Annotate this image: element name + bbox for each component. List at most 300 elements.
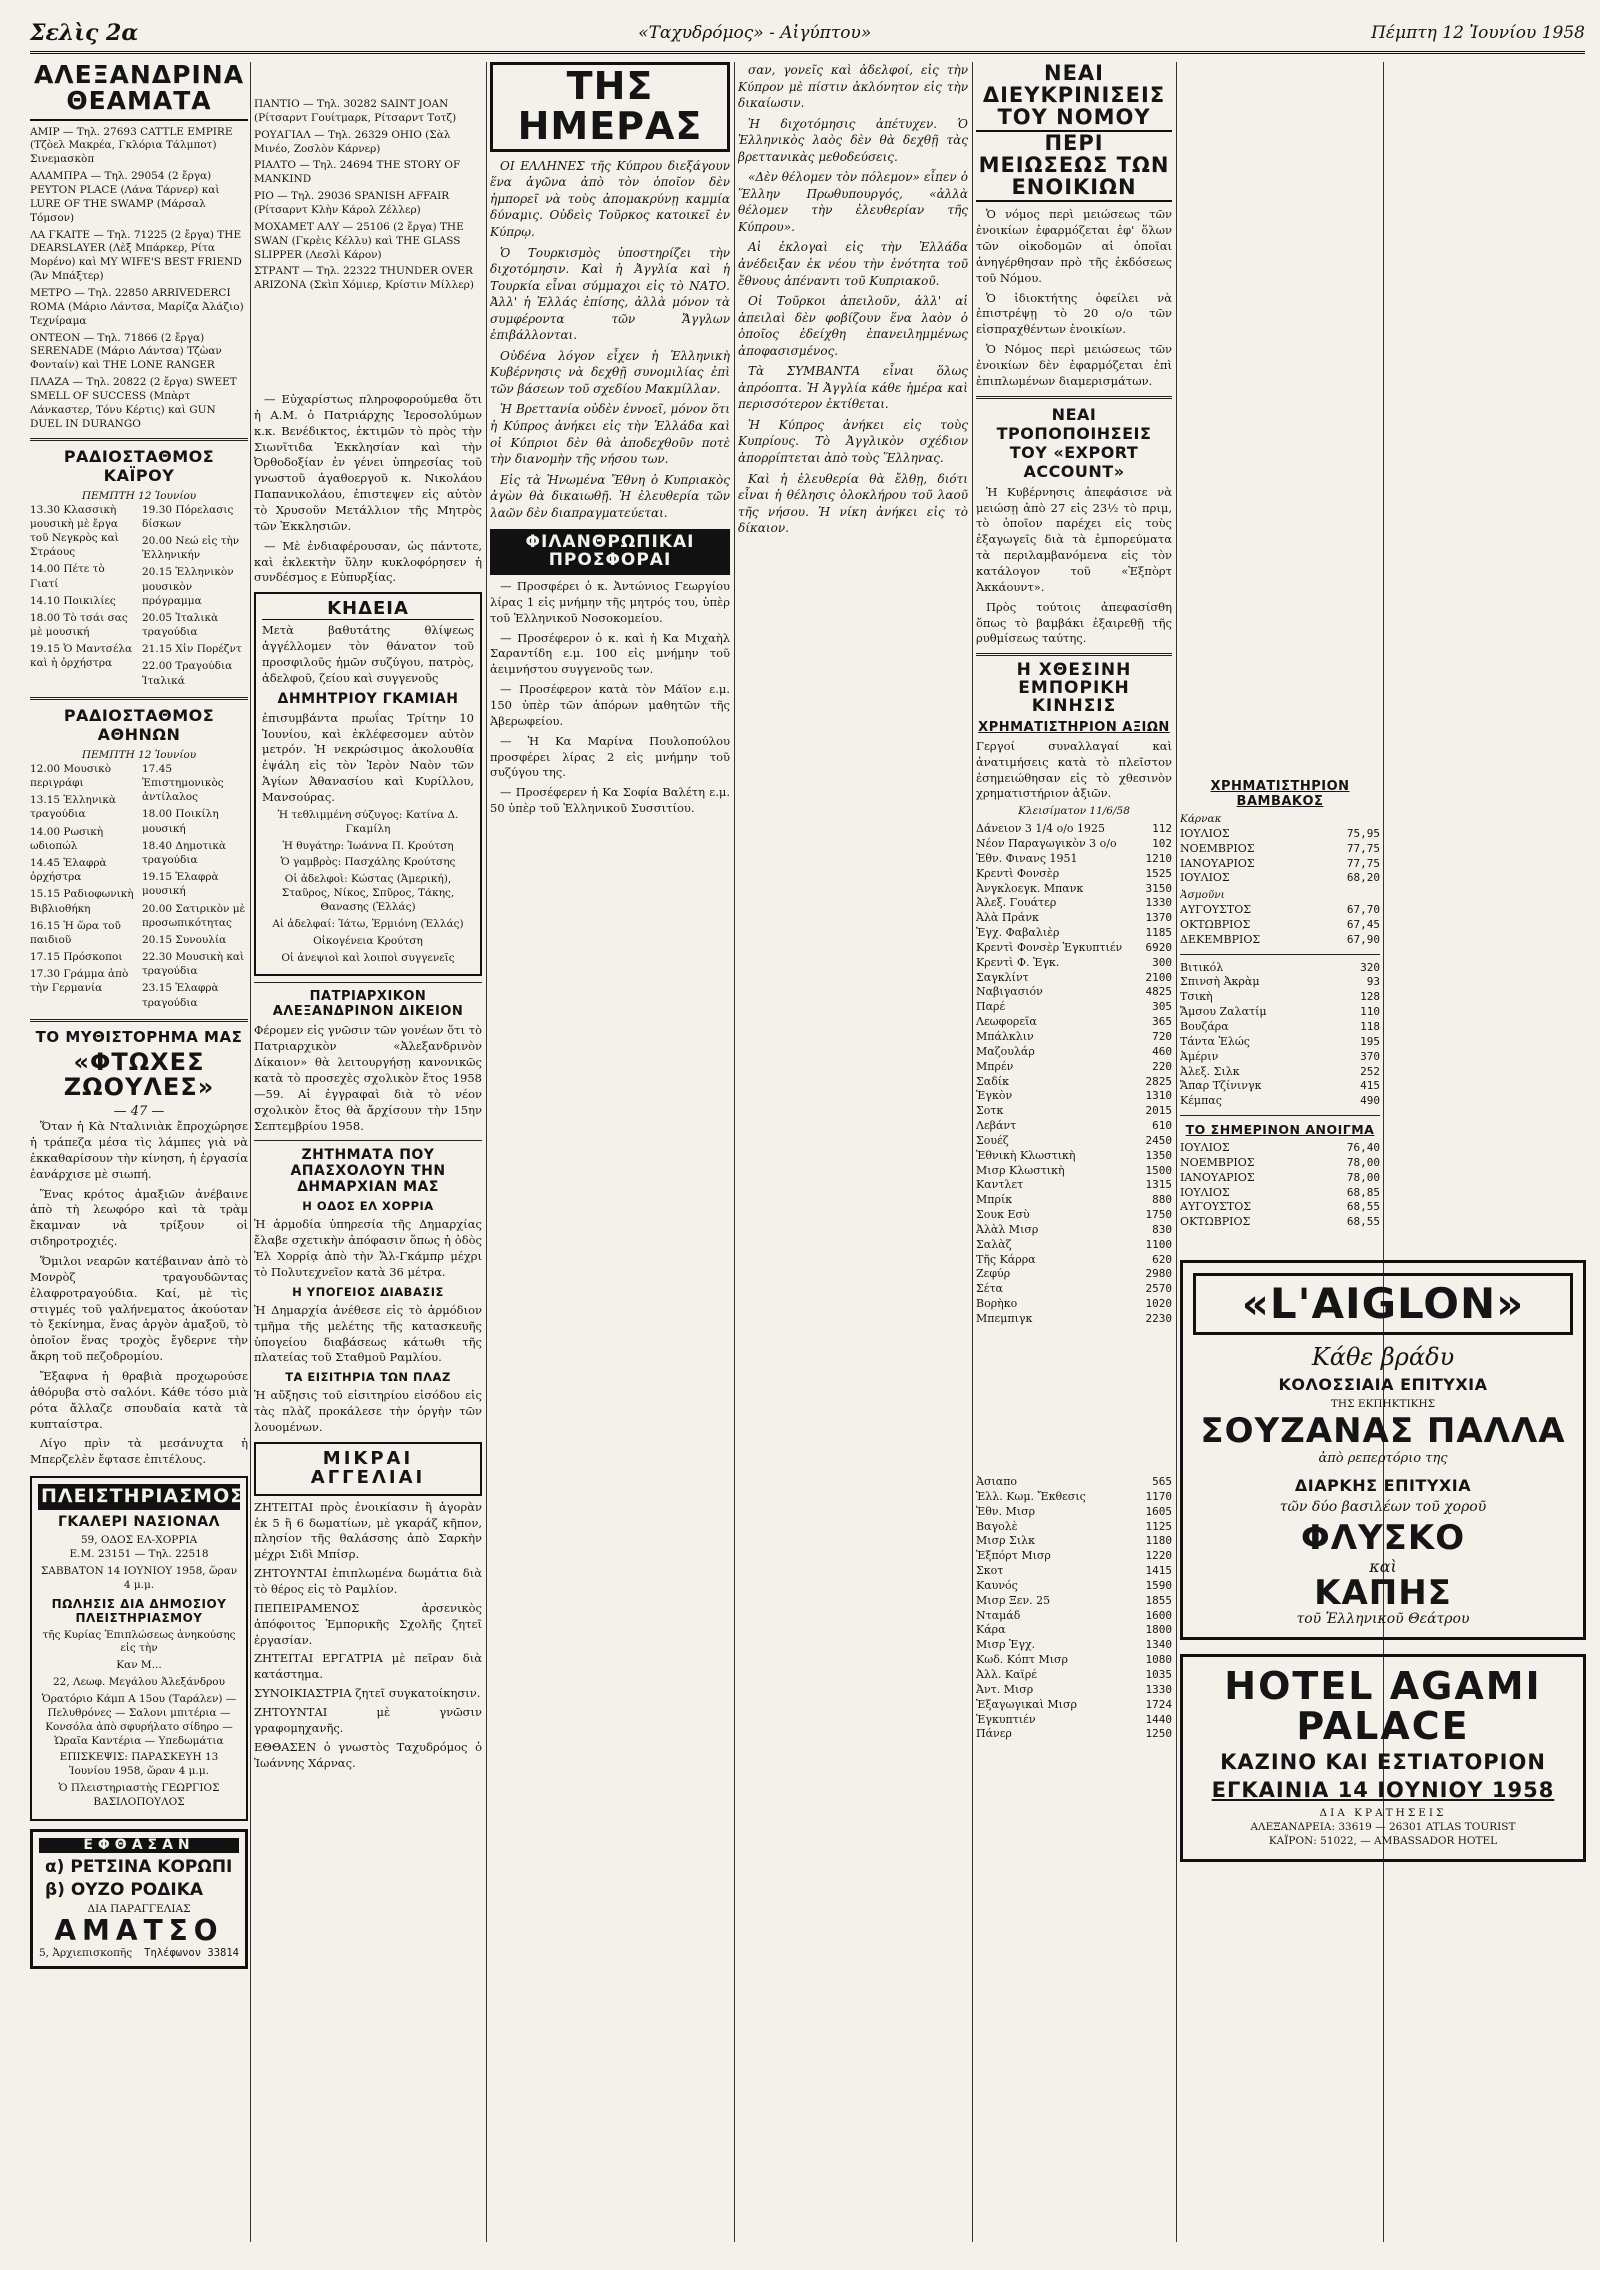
spot-row-label: Ἀλεξ. Σιλκ bbox=[1180, 1064, 1240, 1078]
opening-row-label: ΝΟΕΜΒΡΙΟΣ bbox=[1180, 1155, 1255, 1169]
stock-row bbox=[976, 1178, 1172, 1193]
ad-heading: ΕΦΘΑΣΑΝ bbox=[39, 1838, 239, 1853]
radio-slot: 18.40 Δημοτικὰ τραγούδια bbox=[142, 839, 226, 866]
mourner-line: Ἡ θυγάτηρ: Ἰωάννα Π. Κρούτση bbox=[282, 839, 454, 852]
stock-row-label: Μπρέν bbox=[976, 1059, 1014, 1073]
theatre-entry: ΣΤΡΑΝΤ — Τηλ. 22322 THUNDER OVER ARIZONA (Σκὶπ Χόμιερ, Κρίστιν Μίλλερ) bbox=[254, 265, 474, 292]
stock-row-value: 620 bbox=[1152, 1252, 1172, 1266]
auction-details bbox=[38, 1629, 240, 1810]
amatso-ad bbox=[30, 1829, 248, 1969]
stock-row bbox=[976, 1668, 1172, 1683]
page-number: Σελὶς 2α bbox=[30, 19, 139, 46]
stock-row-label: Κάρα bbox=[976, 1623, 1006, 1637]
issue-text: Ἡ ἁρμοδία ὑπηρεσία τῆς Δημαρχίας ἔλαβε σχετικὴν ἀπόφασιν ὅπως ἡ ὁδὸς Ἐλ Χορρίᾳ ἀπὸ τὴν Ἄλ-Γκάμπρ μέχρι τὸ Πολυτεχνεῖον κατὰ 36 μέτρα. bbox=[254, 1217, 482, 1279]
classified-ad: ΠΕΠΕΙΡΑΜΕΝΟΣ ἀρσενικὸς ἀπόφοιτος Ἐμπορικῆς Σχολῆς ζητεῖ ἐργασίαν. bbox=[254, 1600, 482, 1647]
spot-row-label: Βιτικόλ bbox=[1180, 960, 1224, 974]
classifieds-list bbox=[254, 1500, 482, 1772]
ad-product: α) ΡΕΤΣΙΝΑ ΚΟΡΩΠΙ bbox=[45, 1856, 233, 1877]
stock-row-value: 1605 bbox=[1145, 1504, 1172, 1518]
auction-line: Ὁ Πλειστηριαστὴς ΓΕΩΡΓΙΟΣ ΒΑΣΙΛΟΠΟΥΛΟΣ bbox=[58, 1782, 220, 1808]
stock-table-continued bbox=[976, 1475, 1172, 1742]
opening-row-value: 78,00 bbox=[1346, 1155, 1380, 1169]
spot-row bbox=[1180, 1094, 1380, 1109]
stock-row-label: Μπάλκλιν bbox=[976, 1029, 1034, 1043]
radio-slot: 14.45 Ἑλαφρὰ ὀρχήστρα bbox=[30, 856, 107, 884]
stock-row-label: Σκοτ bbox=[976, 1564, 1004, 1578]
aiglon-singer: ΣΟΥΖΑΝΑΣ ΠΑΛΛΑ bbox=[1200, 1410, 1566, 1451]
social-item: — Εὐχαρίστως πληροφορούμεθα ὅτι ἡ Α.Μ. ὁ Πατριάρχης Ἱεροσολύμων κ.κ. Βενέδικτος, ἐκτιμῶν τὸ πρὸς τὴν Σιωνῖτιδα Ἐκκλησίαν καὶ τὴν Ὀρθοδοξίαν ἐν γένει ὑπηρεσίας τοῦ γνωστοῦ ἀγαθοεργοῦ κ. Νικολάου Παπανικολάου, ἐπιστεψεν εἰς αὐτὸν τὸ Χρυσοῦν Μετάλλιον τῆς Μητρὸς τῶν Ἐκκλησιῶν. bbox=[254, 392, 482, 533]
classified-ad: ΣΥΝΟΙΚΙΑΣΤΡΙΑ ζητεῖ συγκατοίκησιν. bbox=[254, 1686, 481, 1701]
stock-row bbox=[976, 1208, 1172, 1223]
stock-row-label: Κρεντὶ Φονσὲρ bbox=[976, 866, 1060, 880]
spot-row-value: 415 bbox=[1360, 1079, 1380, 1093]
divider bbox=[30, 697, 248, 700]
charity-entry: — Προσέφερον κατὰ τὸν Μάϊον ε.μ. 150 ὑπὲρ τῶν ἀπόρων μαθητῶν τῆς Ἀβερωφείου. bbox=[490, 682, 730, 728]
hotel-cairo: ΚΑΪΡΟΝ: 51022, — AMBASSADOR HOTEL bbox=[1268, 1835, 1498, 1848]
rent-paragraph: Ὁ ἰδιοκτήτης ὀφείλει νὰ ἐπιστρέψῃ τὸ 20 ο/ο τῶν εἰσπραχθέντων ἐνοικίων. bbox=[976, 290, 1172, 337]
stock-row-value: 1525 bbox=[1145, 866, 1172, 880]
spot-row bbox=[1180, 1050, 1380, 1065]
cotton-row-value: 77,75 bbox=[1346, 856, 1380, 870]
theatre-entry: ΡΙΟ — Τηλ. 29036 SPANISH AFFAIR (Ρίτσαρντ Κλὴν Κάρολ Ζέλλερ) bbox=[254, 190, 450, 217]
stock-row-value: 1800 bbox=[1145, 1623, 1172, 1637]
opening-row-value: 68,55 bbox=[1346, 1200, 1380, 1214]
ad-product: β) ΟΥΖΟ ΡΟΔΙΚΑ bbox=[45, 1879, 204, 1900]
editorial-paragraph: Ἡ Κύπρος ἀνήκει εἰς τοὺς Κυπρίους. Τὸ Ἀγγλικὸν σχέδιον ἀπορρίπτεται ἀπὸ τοὺς Ἕλληνας. bbox=[738, 417, 968, 466]
opening-row bbox=[1180, 1200, 1380, 1215]
charity-entry: — Προσφέρει ὁ κ. Ἀντώνιος Γεωργίου λίρας 1 εἰς μνήμην τῆς μητρός του, ὑπὲρ τοῦ Ἑλληνικοῦ Νοσοκομείου. bbox=[490, 578, 730, 625]
stock-row bbox=[976, 837, 1172, 852]
stock-row bbox=[976, 1223, 1172, 1238]
stock-row-label: Σαγκλίντ bbox=[976, 970, 1029, 984]
aiglon-and: καὶ bbox=[1369, 1556, 1397, 1576]
issue-text: Ἡ Δημαρχία ἀνέθεσε εἰς τὸ ἁρμόδιον τμῆμα τῆς μελέτης τῆς κατασκευῆς ὑπογείου διαβάσεως κάτωθι τῆς πλατείας τοῦ Σταθμοῦ Ραμλίου. bbox=[254, 1302, 482, 1365]
auction-date: ΣΑΒΒΑΤΟΝ 14 ΙΟΥΝΙΟΥ 1958, ὥραν 4 μ.μ. bbox=[40, 1564, 238, 1591]
spot-row-label: Ἀμέριν bbox=[1180, 1049, 1219, 1063]
opening-prices bbox=[1180, 1141, 1380, 1230]
issue-heading: ΤΑ ΕΙΣΙΤΗΡΙΑ ΤΩΝ ΠΛΑΖ bbox=[285, 1370, 451, 1385]
stock-row-label: Ναβιγασιόν bbox=[976, 985, 1043, 999]
hotel-title: HOTEL AGAMI PALACE bbox=[1224, 1664, 1542, 1749]
stock-row bbox=[976, 1638, 1172, 1653]
radio-slot: 20.15 Ἑλληνικὸν μουσικὸν πρόγραμμα bbox=[142, 566, 234, 607]
radio-slot: 20.00 Νεώ εἰς τὴν Ἑλληνικήν bbox=[142, 535, 240, 562]
spot-row-value: 93 bbox=[1366, 975, 1380, 989]
spot-prices bbox=[1180, 961, 1380, 1109]
stock-row bbox=[976, 1149, 1172, 1164]
novel-paragraph: Ἕνας κρότος ἀμαξιῶν ἀνέβαινε ἀπὸ τὴ λεωφόρο καὶ τὰ τρὰμ ἔκαμναν νὰ τρίξουν οἱ σιδηροτροχιές. bbox=[30, 1186, 248, 1249]
stock-row-value: 4825 bbox=[1145, 985, 1172, 999]
classifieds-heading: ΜΙΚΡΑΙ ΑΓΓΕΛΙΑΙ bbox=[310, 1447, 426, 1488]
stock-row-label: Λεωφορεῖα bbox=[976, 1015, 1037, 1029]
novel-title: «ΦΤΩΧΕΣ ΖΩΟΥΛΕΣ» bbox=[63, 1047, 215, 1101]
aiglon-repertoire: ἀπὸ ρεπερτόριο της bbox=[1318, 1451, 1448, 1467]
cotton-row-value: 67,45 bbox=[1346, 917, 1380, 931]
stock-row bbox=[976, 1104, 1172, 1119]
opening-row bbox=[1180, 1141, 1380, 1156]
novel-episode: — 47 — bbox=[113, 1104, 165, 1120]
stock-row-value: 3150 bbox=[1145, 881, 1172, 895]
stock-row-label: Μισρ Σιλκ bbox=[976, 1534, 1035, 1548]
radio-slot: 20.00 Σατιρικὸν μὲ προσωπικότητας bbox=[142, 902, 246, 929]
divider bbox=[30, 1019, 248, 1022]
cotton-row-value: 75,95 bbox=[1346, 826, 1380, 840]
editorial-paragraph: Ἡ διχοτόμησις ἀπέτυχεν. Ὁ Ἑλληνικὸς λαὸς δὲν θὰ δεχθῇ τὰς βρεττανικὰς μεθοδεύσεις. bbox=[738, 116, 968, 164]
funeral-intro: Μετὰ βαθυτάτης θλίψεως ἀγγέλλομεν τὸν θάνατον τοῦ προσφιλοῦς ἡμῶν συζύγου, πατρὸς, ἀδελφοῦ, ζείου καὶ συγγενοῦς bbox=[262, 623, 474, 685]
cotton-row-value: 67,70 bbox=[1346, 903, 1380, 917]
opening-row-label: ΟΚΤΩΒΡΙΟΣ bbox=[1180, 1215, 1251, 1229]
stock-row bbox=[976, 1015, 1172, 1030]
radio-slot: 16.15 Ἡ ὥρα τοῦ παιδιοῦ bbox=[30, 919, 121, 946]
radio-cairo-day: ΠΕΜΠΤΗ 12 Ἰουνίου bbox=[81, 489, 197, 502]
spot-row-label: Σπινσὴ Ἀκρὰμ bbox=[1180, 975, 1260, 989]
theatre-entry: ΜΟΧΑΜΕΤ ΑΛΥ — 25106 (2 ἔργα) THE SWAN (Γκρὲις Κέλλυ) καὶ THE GLASS SLIPPER (Λεσλὶ Κάρον) bbox=[254, 220, 464, 261]
stock-row-value: 1330 bbox=[1145, 896, 1172, 910]
auction-line: Καν Μ... bbox=[116, 1659, 162, 1672]
stock-row-label: Παρέ bbox=[976, 1000, 1006, 1014]
radio-slot: 14.10 Ποικιλίες bbox=[30, 594, 116, 607]
column-5-lower bbox=[976, 1475, 1172, 2235]
aiglon-pair: τῶν δύο βασιλέων τοῦ χοροῦ bbox=[1279, 1499, 1487, 1516]
radio-slot: 20.05 Ἰταλικὰ τραγούδια bbox=[142, 611, 219, 639]
funeral-notice bbox=[254, 592, 482, 976]
stock-row-label: Ἐγχ. Φαβαλιὲρ bbox=[976, 926, 1060, 940]
stock-row-label: Ἀλλ. Καϊρέ bbox=[976, 1667, 1038, 1681]
radio-slot: 18.00 Ποικίλη μουσική bbox=[142, 808, 219, 835]
ashmouni-prices bbox=[1180, 903, 1380, 948]
stock-row bbox=[976, 1609, 1172, 1624]
opening-row bbox=[1180, 1215, 1380, 1230]
novel-text bbox=[30, 1119, 248, 1468]
radio-slot: 18.00 Τὸ τσάι σας μὲ μουσική bbox=[30, 611, 128, 639]
radio-slot: 19.15 Ἑλαφρὰ μουσική bbox=[142, 871, 219, 898]
spot-row bbox=[1180, 1020, 1380, 1035]
stock-row bbox=[976, 867, 1172, 882]
spot-row bbox=[1180, 1079, 1380, 1094]
ad-brand: ΑΜΑΤΣΟ bbox=[54, 1914, 224, 1948]
auction-gallery: ΓΚΑΛΕΡΙ ΝΑΣΙΟΝΑΛ bbox=[58, 1514, 220, 1531]
stock-row bbox=[976, 985, 1172, 1000]
school-notice: Φέρομεν εἰς γνῶσιν τῶν γονέων ὅτι τὸ Πατριαρχικὸν «Ἀλεξανδρινὸν Δίκαιον» θὰ λειτουργήσῃ κανονικῶς κατὰ τὸ προσεχὲς σχολικὸν ἔτος 1958—59. Αἱ ἐγγραφαὶ διὰ τὸ νέον σχολικὸν ἔτος θὰ ἄρχίσουν τὴν 15ην Σεπτεμβρίου 1958. bbox=[254, 1023, 482, 1133]
column-rule bbox=[250, 62, 251, 2242]
theatre-entry: ΑΜΙΡ — Τηλ. 27693 CATTLE EMPIRE (Τζὸελ Μακρέα, Γκλόρια Τάλμποτ) Σινεμασκὸπ bbox=[30, 125, 233, 166]
aiglon-hit-2: ΔΙΑΡΚΗΣ ΕΠΙΤΥΧΙΑ bbox=[1294, 1476, 1472, 1496]
theatre-entry: ΑΛΑΜΠΡΑ — Τηλ. 29054 (2 ἔργα) PEYTON PLACE (Λάνα Τάρνερ) καὶ LURE OF THE SWAMP (Μάρσαλ Τόμσον) bbox=[30, 170, 220, 224]
stock-row-label: Σουέζ bbox=[976, 1133, 1009, 1147]
export-paragraph: Πρὸς τούτοις ἀπεφασίσθη ὅπως τὸ βαμβάκι ἐξαιρεθῇ τῆς ρυθμίσεως ταύτης. bbox=[976, 599, 1172, 646]
spot-row-value: 128 bbox=[1360, 990, 1380, 1004]
stock-row-label: Μισρ Ξεν. 25 bbox=[976, 1593, 1051, 1607]
classified-ad: ΖΗΤΟΥΝΤΑΙ μὲ γνῶσιν γραφομηχανῆς. bbox=[254, 1704, 482, 1735]
stock-row-label: Βαγολὲ bbox=[976, 1519, 1018, 1533]
stock-row-label: Κρεντὶ Φονσὲρ Ἐγκυπτιέν bbox=[976, 940, 1123, 954]
social-news bbox=[254, 392, 482, 586]
export-heading: ΝΕΑΙ ΤΡΟΠΟΠΟΙΗΣΕΙΣ ΤΟΥ «EXPORT ACCOUNT» bbox=[996, 404, 1152, 481]
hotel-ad bbox=[1180, 1654, 1586, 1861]
stock-row-label: Πάνερ bbox=[976, 1727, 1012, 1741]
spot-row bbox=[1180, 990, 1380, 1005]
mourner-line: Ὁ γαμβρὸς: Πασχάλης Κρούτσης bbox=[280, 856, 456, 869]
cotton-row-label: ΔΕΚΕΜΒΡΙΟΣ bbox=[1180, 932, 1261, 946]
stock-row-label: Σοτκ bbox=[976, 1104, 1004, 1118]
editorial-continued bbox=[738, 62, 968, 537]
stock-row-label: Σαλὰζ bbox=[976, 1237, 1012, 1251]
column-rule bbox=[486, 62, 487, 2242]
stock-row-value: 2015 bbox=[1145, 1104, 1172, 1118]
stock-row-value: 1350 bbox=[1145, 1148, 1172, 1162]
radio-slot: 15.15 Ραδιοφωνικὴ Βιβλιοθήκη bbox=[30, 888, 134, 915]
novel-paragraph: Ὅμιλοι νεαρῶν κατέβαιναν ἀπὸ τὸ Μονρὸζ τραγουδῶντας ἐλαφροτραγούδια. Καί, μὲ τὶς στιγμές τοῦ γαλήνεματος ἀκούοταν τὸ ξεκίνημα, ἕνας ἀργὸν ἀμαξοῦ, τὸ ὁποῖον ἕνας τροχὸς ἔγδερνε τὴν ἄκρη τοῦ πεζοδρομίου. bbox=[30, 1253, 248, 1364]
paper-name: «Ταχυδρόμος» - Αἰγύπτου» bbox=[638, 22, 872, 43]
auction-line: ΕΠΙΣΚΕΨΙΣ: ΠΑΡΑΣΚΕΥΗ 13 Ἰουνίου 1958, ὥραν 4 μ.μ. bbox=[59, 1751, 219, 1778]
radio-slot: 21.15 Χἰν Πορέζντ bbox=[142, 643, 242, 656]
stock-row-label: Σαδίκ bbox=[976, 1074, 1010, 1088]
stock-row-value: 1855 bbox=[1145, 1593, 1172, 1607]
ad-contact bbox=[39, 1946, 239, 1960]
column-3 bbox=[490, 62, 730, 2242]
social-item: — Μὲ ἐνδιαφέρουσαν, ὡς πάντοτε, καὶ ἐκλεκτὴν ὕλην κυκλοφόρησεν ἡ συνδέσμος ε Εὐπυρξίας. bbox=[254, 538, 482, 585]
stock-row bbox=[976, 1075, 1172, 1090]
stock-row-value: 1100 bbox=[1145, 1237, 1172, 1251]
stock-row bbox=[976, 822, 1172, 837]
cotton-heading: ΧΡΗΜΑΤΙΣΤΗΡΙΟΝ ΒΑΜΒΑΚΟΣ bbox=[1210, 779, 1350, 809]
radio-slot: 19.30 Πόρελασις δίσκων bbox=[142, 503, 234, 530]
radio-athens-day: ΠΕΜΠΤΗ 12 Ἰουνίου bbox=[81, 748, 197, 761]
stock-row-label: Ἐθνικὴ Κλωστικὴ bbox=[976, 1148, 1076, 1162]
stock-row-value: 2980 bbox=[1145, 1267, 1172, 1281]
export-text bbox=[976, 485, 1172, 648]
stock-row-label: Νταμάδ bbox=[976, 1608, 1021, 1622]
stock-row-label: Ζεφύρ bbox=[976, 1267, 1011, 1281]
stock-row-value: 565 bbox=[1152, 1475, 1172, 1488]
stock-row-label: Ἐθν. Φινανς 1951 bbox=[976, 851, 1078, 865]
aiglon-sub: Κάθε βράδυ bbox=[1311, 1343, 1455, 1372]
cotton-row bbox=[1180, 857, 1380, 872]
stock-row bbox=[976, 1000, 1172, 1015]
column-4 bbox=[738, 62, 968, 2242]
stock-row bbox=[976, 1267, 1172, 1282]
stock-row-value: 1180 bbox=[1145, 1534, 1172, 1548]
editorial-paragraph: Τὰ ΣΥΜΒΑΝΤΑ εἶναι ὅλως ἀπρόοπτα. Ἡ Ἀγγλία κάθε ἡμέρα καὶ περισσότερον ἐκτίθεται. bbox=[738, 364, 968, 412]
charity-heading: ΦΙΛΑΝΘΡΩΠΙΚΑΙ ΠΡΟΣΦΟΡΑΙ bbox=[490, 529, 730, 575]
classified-ad: ΕΘΘΑΣΕΝ ὁ γνωστὸς Ταχυδρόμος ὁ Ἰωάννης Χάρνας. bbox=[254, 1739, 482, 1770]
cotton-row-label: ΙΟΥΛΙΟΣ bbox=[1180, 826, 1230, 840]
stock-row-value: 112 bbox=[1152, 822, 1172, 836]
auction-notice bbox=[30, 1476, 248, 1821]
radio-slot: 20.15 Συνουλία bbox=[142, 933, 227, 946]
export-paragraph: Ἡ Κυβέρνησις ἀπεφάσισε νὰ μειώσῃ ἀπὸ 27 εἰς 23½ τὸ πριμ, τὸ ὁποῖον παρέχει εἰς τοὺς ἐξαγωγεῖς διὰ τὰ ἐμπορεύματα τὰ περιλαμβανόμενα εἰς τὸν κατάλογον τοῦ «Ἐξπὸρτ Ἀκκάουντ». bbox=[976, 484, 1172, 594]
stock-row bbox=[976, 1549, 1172, 1564]
mourner-line: Οἱ ἀνεψιοὶ καὶ λοιποὶ συγγενεῖς bbox=[281, 951, 455, 964]
stock-row-value: 300 bbox=[1152, 955, 1172, 969]
cotton-row bbox=[1180, 918, 1380, 933]
stock-row-label: Μισρ Ἐγχ. bbox=[976, 1638, 1036, 1652]
stock-row bbox=[976, 896, 1172, 911]
spot-row-value: 320 bbox=[1360, 960, 1380, 974]
issue-text: Ἡ αὔξησις τοῦ εἰσιτηρίου εἰσόδου εἰς τὰς πλὰζ προκάλεσε τὴν ὀργὴν τῶν λουομένων. bbox=[254, 1388, 482, 1434]
column-rule bbox=[972, 62, 973, 2242]
stock-row-value: 2825 bbox=[1145, 1074, 1172, 1088]
hotel-alexandria: ΑΛΕΞΑΝΔΡΕΙΑ: 33619 — 26301 ATLAS TOURIST bbox=[1250, 1821, 1516, 1834]
radio-slot: 13.30 Κλασσικὴ μουσικὴ μὲ ἔργα τοῦ Νεγκρὸς καὶ Στράους bbox=[30, 503, 119, 559]
stock-row-label: Ἀλὰ Πράνκ bbox=[976, 911, 1039, 925]
stock-row-label: Λεβάντ bbox=[976, 1119, 1017, 1133]
stock-row bbox=[976, 1594, 1172, 1609]
stock-row-value: 305 bbox=[1152, 1000, 1172, 1014]
cotton-row-label: ΑΥΓΟΥΣΤΟΣ bbox=[1180, 903, 1252, 917]
karnak-label: Κάρνακ bbox=[1180, 813, 1222, 825]
stock-row-value: 1440 bbox=[1145, 1712, 1172, 1726]
theatre-entry: ΡΙΑΛΤΟ — Τηλ. 24694 THE STORY OF MANKIND bbox=[254, 159, 461, 186]
stock-row bbox=[976, 1045, 1172, 1060]
hotel-opening: ΕΓΚΑΙΝΙΑ 14 ΙΟΥΝΙΟΥ 1958 bbox=[1211, 1778, 1555, 1803]
stock-row bbox=[976, 1683, 1172, 1698]
editorial-paragraph: Εἰς τὰ Ἡνωμένα Ἔθνη ὁ Κυπριακὸς ἀγὼν θὰ δικαιωθῇ. Ἡ ἐλευθερία τῶν λαῶν δὲν διαπραγματεύεται. bbox=[490, 472, 730, 520]
stock-row bbox=[976, 1119, 1172, 1134]
aiglon-title: «L'AIGLON» bbox=[1193, 1273, 1573, 1335]
novel-paragraph: Λίγο πρὶν τὰ μεσάνυχτα ἡ Μπερζελὲν ἔφτασε ἐπιτέλους. bbox=[30, 1436, 248, 1467]
ad-order-text: ΔΙΑ ΠΑΡΑΓΓΕΛΙΑΣ bbox=[87, 1902, 191, 1915]
radio-slot: 13.15 Ἑλληνικὰ τραγούδια bbox=[30, 794, 116, 821]
theatre-entry: ΠΛΑΖΑ — Τηλ. 20822 (2 ἔργα) SWEET SMELL OF SUCCESS (Μπὰρτ Λάνκαστερ, Τόνυ Κέρτις) καὶ GUN DUEL IN DURANGO bbox=[30, 376, 237, 430]
classified-ad: ΖΗΤΟΥΝΤΑΙ ἐπιπλωμένα δωμάτια διὰ τὸ θέρος εἰς τὸ Ραμλίον. bbox=[254, 1566, 482, 1596]
stock-row-label: Ἀνγκλοεγκ. Μπανκ bbox=[976, 881, 1084, 895]
spot-row-value: 370 bbox=[1360, 1049, 1380, 1063]
stock-row-value: 2570 bbox=[1145, 1282, 1172, 1296]
stock-row bbox=[976, 1520, 1172, 1535]
column-rule bbox=[1176, 62, 1177, 2242]
stock-row-value: 1500 bbox=[1145, 1163, 1172, 1177]
spot-row bbox=[1180, 1065, 1380, 1080]
opening-row-value: 68,55 bbox=[1346, 1215, 1380, 1229]
editorial-paragraph: σαν, γονεῖς καὶ ἀδελφοί, εἰς τὴν Κύπρον μὲ πίστιν ἀκλόνητον εἰς τὴν δικαίωσιν. bbox=[738, 63, 968, 111]
rent-paragraph: Ὁ Νόμος περὶ μειώσεως τῶν ἐνοικίων δὲν ἐφαρμόζεται ἐπὶ ἐπιπλωμένων διαμερισμάτων. bbox=[976, 342, 1172, 388]
editorial-paragraph: Οὐδένα λόγον εἶχεν ἡ Ἑλληνικὴ Κυβέρνησις νὰ δεχθῇ συνομιλίας ἐπὶ τῶν βάσεων τοῦ σχεδίου Μακμίλλαν. bbox=[490, 348, 730, 396]
aiglon-ad bbox=[1180, 1260, 1586, 1640]
stock-row bbox=[976, 1579, 1172, 1594]
school-heading: ΠΑΤΡΙΑΡΧΙΚΟΝ ΑΛΕΞΑΝΔΡΙΝΟΝ ΔΙΚΕΙΟΝ bbox=[272, 989, 464, 1020]
spot-row bbox=[1180, 975, 1380, 990]
stock-row-value: 1020 bbox=[1145, 1297, 1172, 1311]
issues-list bbox=[254, 1199, 482, 1435]
classifieds bbox=[254, 1442, 482, 1496]
opening-row-value: 78,00 bbox=[1346, 1170, 1380, 1184]
stock-row bbox=[976, 1534, 1172, 1549]
stock-row bbox=[976, 1623, 1172, 1638]
stock-summary: Γεργοί συναλλαγαί καὶ ἀνατιμήσεις κατὰ τὸ πλεῖστον ἐσημειώθησαν εἰς τὸ χθεσινὸν χρηματιστήριον ἀξιῶν. bbox=[976, 738, 1172, 801]
opening-row-label: ΙΟΥΛΙΟΣ bbox=[1180, 1141, 1230, 1155]
stock-row-value: 102 bbox=[1152, 837, 1172, 850]
editorial-paragraph: Οἱ Τοῦρκοι ἀπειλοῦν, ἀλλ' αἱ ἀπειλαὶ δὲν φοβίζουν ἕνα λαὸν ὁ ὁποῖος ἐδείχθη ἐπανειλημμένως ἀποφασισμένος. bbox=[738, 294, 968, 358]
ad-address: 5, Ἀρχιεπισκοπῆς bbox=[39, 1946, 133, 1959]
spot-row-label: Τσικὴ bbox=[1180, 990, 1213, 1004]
issues-heading: ΖΗΤΗΜΑΤΑ ΠΟΥ ΑΠΑΣΧΟΛΟΥΝ ΤΗΝ ΔΗΜΑΡΧΙΑΝ ΜΑΣ bbox=[290, 1147, 446, 1196]
opening-row-value: 76,40 bbox=[1346, 1141, 1380, 1155]
theatre-entry: ΟΝΤΕΟΝ — Τηλ. 71866 (2 ἔργα) SERENADE (Μάριο Λάντσα) Τζὼαν Φονταίν) καὶ THE LONE RANGER bbox=[30, 331, 222, 372]
stock-row-label: Καντλετ bbox=[976, 1178, 1024, 1192]
stock-row bbox=[976, 926, 1172, 941]
stock-row bbox=[976, 1238, 1172, 1253]
mourner-line: Οἰκογένεια Κρούτση bbox=[313, 934, 423, 947]
stock-row-label: Κωδ. Κόπτ Μισρ bbox=[976, 1653, 1069, 1667]
stock-row-label: Ἐγκυπτιέν bbox=[976, 1712, 1036, 1726]
opening-row bbox=[1180, 1156, 1380, 1171]
stock-row-value: 1125 bbox=[1145, 1519, 1172, 1533]
mourner-line: Οἱ ἀδελφοὶ: Κώστας (Ἀμερική), Σταῦρος, Νίκος, Σπῦρος, Τάκης, Θανασης (Ἑλλάς) bbox=[281, 873, 455, 913]
stock-row-value: 460 bbox=[1152, 1044, 1172, 1058]
opening-row bbox=[1180, 1171, 1380, 1186]
stock-row-value: 365 bbox=[1152, 1015, 1172, 1029]
mourner-line: Αἱ ἀδελφαί: Ἰάτω, Ἐρμιόνη (Ἑλλάς) bbox=[272, 917, 464, 930]
spot-row-label: Τάντα Ἐλώς bbox=[1180, 1034, 1250, 1048]
cotton-row bbox=[1180, 903, 1380, 918]
spot-row-value: 195 bbox=[1360, 1034, 1380, 1048]
mourner-line: Ἡ τεθλιμμένη σύζυγος: Κατίνα Δ. Γκαμίλη bbox=[277, 808, 459, 835]
stock-row bbox=[976, 1089, 1172, 1104]
stock-row bbox=[976, 911, 1172, 926]
theatre-entry: ΛΑ ΓΚΑΙΤΕ — Τηλ. 71225 (2 ἔργα) THE DEARSLAYER (Λὲξ Μπάρκερ, Ρίτα Μορένο) καὶ MY WIFE'S BEST FRIEND (Ἄν Μπάξτερ) bbox=[30, 228, 242, 283]
stock-row-label: Ἑθν. Μισρ bbox=[976, 1504, 1036, 1518]
spot-row bbox=[1180, 1005, 1380, 1020]
stock-row-value: 1080 bbox=[1145, 1653, 1172, 1667]
stock-row bbox=[976, 1713, 1172, 1728]
cotton-row bbox=[1180, 842, 1380, 857]
auction-phones: Ε.Μ. 23151 — Τηλ. 22518 bbox=[69, 1547, 209, 1560]
stock-row-label: Ἀντ. Μισρ bbox=[976, 1682, 1034, 1696]
stock-row-label: Σουκ Εσὺ bbox=[976, 1208, 1030, 1222]
stock-row-value: 1250 bbox=[1145, 1727, 1172, 1741]
editorial-paragraph: «Δὲν θέλομεν τὸν πόλεμον» εἶπεν ὁ Ἕλλην Πρωθυπουργός, «ἀλλὰ θέλομεν τὴν ἐλευθερίαν τῆς Κύπρου». bbox=[738, 170, 968, 234]
column-2-lower bbox=[254, 392, 482, 2242]
cotton-row-label: ΝΟΕΜΒΡΙΟΣ bbox=[1180, 841, 1255, 855]
spot-row bbox=[1180, 1035, 1380, 1050]
aiglon-theatre: τοῦ Ἑλληνικοῦ Θεάτρου bbox=[1296, 1611, 1470, 1628]
stock-row bbox=[976, 1030, 1172, 1045]
spot-row-label: Ἄπαρ Τζίνινγκ bbox=[1180, 1079, 1262, 1093]
stock-row-label: Ἐγκὸν bbox=[976, 1089, 1013, 1103]
stock-row bbox=[976, 1282, 1172, 1297]
stock-row-value: 6920 bbox=[1145, 940, 1172, 954]
stock-row-value: 610 bbox=[1152, 1119, 1172, 1133]
stock-row-label: Ἐξαγωγικαὶ Μισρ bbox=[976, 1697, 1077, 1711]
cotton-row-label: ΙΑΝΟΥΑΡΙΟΣ bbox=[1180, 856, 1255, 870]
stock-row-label: Κρεντὶ Φ. Ἐγκ. bbox=[976, 955, 1060, 969]
stock-row-label: Μισρ Κλωστικὴ bbox=[976, 1163, 1065, 1177]
stock-row-value: 1340 bbox=[1145, 1638, 1172, 1652]
hotel-subtitle: ΚΑΖΙΝΟ ΚΑΙ ΕΣΤΙΑΤΟΡΙΟΝ bbox=[1220, 1750, 1546, 1775]
stock-row bbox=[976, 1698, 1172, 1713]
stock-row-label: Ἑλλ. Κωμ. Ἔκθεσις bbox=[976, 1489, 1086, 1503]
opening-row-label: ΙΟΥΛΙΟΣ bbox=[1180, 1185, 1230, 1199]
stock-row-value: 1590 bbox=[1145, 1578, 1172, 1592]
novel-label: ΤΟ ΜΥΘΙΣΤΟΡΗΜΑ ΜΑΣ bbox=[35, 1027, 243, 1046]
stock-row bbox=[976, 971, 1172, 986]
stock-row bbox=[976, 882, 1172, 897]
stock-row bbox=[976, 1312, 1172, 1327]
stock-row-label: Τῆς Κάρρα bbox=[976, 1252, 1036, 1266]
aiglon-singer-pre: ΤΗΣ ΕΚΠΗΚΤΙΚΗΣ bbox=[1330, 1398, 1436, 1411]
stock-row-value: 720 bbox=[1152, 1029, 1172, 1043]
charity-list bbox=[490, 579, 730, 817]
stock-row-value: 1170 bbox=[1145, 1489, 1172, 1503]
charity-entry: — Προσέφερον ὁ κ. καὶ ἡ Κα Μιχαὴλ Σαραντίδη ε.μ. 100 εἰς μνήμην τοῦ ἀειμνήστου συγγενοῦς των. bbox=[490, 630, 730, 677]
issue-heading: Η ΟΔΟΣ ΕΛ ΧΟΡΡΙΑ bbox=[302, 1199, 434, 1214]
stock-row bbox=[976, 956, 1172, 971]
ashmouni-label: Ἀσμοῦνι bbox=[1180, 889, 1225, 902]
classified-ad: ΖΗΤΕΙΤΑΙ πρὸς ἐνοικίασιν ἢ ἀγορὰν ἐκ 5 ἢ 6 δωματίων, μὲ γκαράζ κῆπον, πλησίον τῆς θαλάσσης ἀπὸ Σαρκὴν μέχρι Σιδὶ Μπίσρ. bbox=[254, 1499, 482, 1562]
radio-cairo-heading: ΡΑΔΙΟΣΤΑΘΜΟΣ ΚΑΪΡΟΥ bbox=[63, 446, 215, 485]
editorial-paragraph: Ἡ Βρεττανία οὐδὲν ἐννοεῖ, μόνον ὅτι ἡ Κύπρος ἀνήκει εἰς τὴν Ἑλλάδα καὶ οἱ Κύπριοι δὲν θὰ ἀποδεχθοῦν ποτὲ τὴν διανομὴν τῆς νήσου των. bbox=[490, 402, 730, 467]
